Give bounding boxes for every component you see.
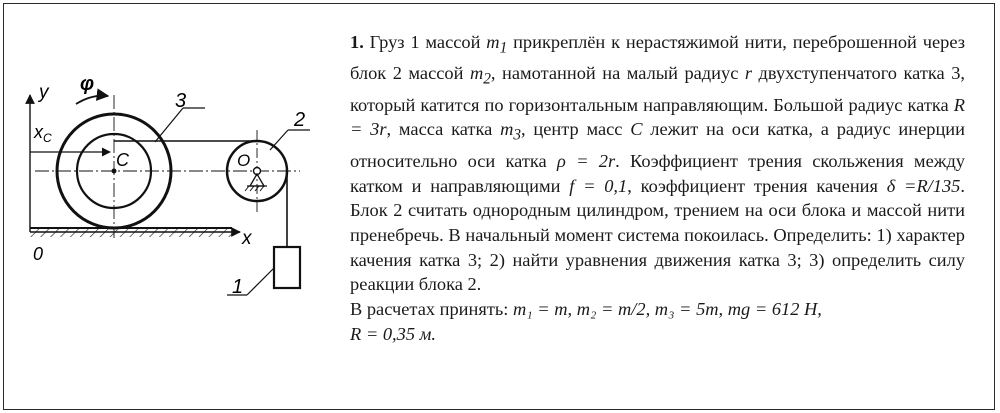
leader-1 xyxy=(247,268,274,295)
load-label-1: 1 xyxy=(232,276,244,298)
problem-paragraph: 1. Груз 1 массой $m_1$ прикреплён к нерастяжимой нити, переброшенной через блок 2 массой $m_2$, намотанной на малый радиус r двухступенчатого катка 3, который катится по горизонтальным направляющим. Большой радиус катка R = 3r, масса катка $m_3$, центр масс C лежит на оси катка, а радиус инерции относительно оси катка ρ = 2r. Коэффициент трения скольжения между катком и направляющими f = 0,1, коэффициент трения качения δ =R/135. Блок 2 считать однородным цилиндром, трением на оси блока и массой нити пренебречь. В начальный момент система покоилась. Определить: 1) характер качения катка 3; 2) найти уравнения движения катка 3; 3) определить силу реакции блока 2. xyxy=(350,32,965,295)
roller-label-3: 3 xyxy=(175,90,187,112)
mechanism-figure xyxy=(0,0,345,413)
x-axis-label: x xyxy=(242,228,252,249)
pulley-axis-label: O xyxy=(237,151,251,170)
problem-number: 1. xyxy=(350,32,364,52)
r-value-line: R = 0,35 м. xyxy=(350,323,436,344)
problem-text xyxy=(350,30,965,346)
y-axis-label: y xyxy=(39,82,49,103)
leader-2 xyxy=(270,130,288,150)
phi-arrow xyxy=(76,96,108,104)
phi-label: φ xyxy=(80,73,95,95)
accept-line: В расчетах принять: m₁ = m, m₂ = m/2, m₃ = 5m, mg = 612 Н, xyxy=(350,299,822,320)
xc-label: $x_C$ xyxy=(34,122,52,145)
leader-3 xyxy=(155,108,183,142)
load-block xyxy=(274,247,300,288)
center-mass-label: C xyxy=(116,150,129,170)
pulley-label-2: 2 xyxy=(294,109,306,131)
origin-label: 0 xyxy=(33,244,44,264)
